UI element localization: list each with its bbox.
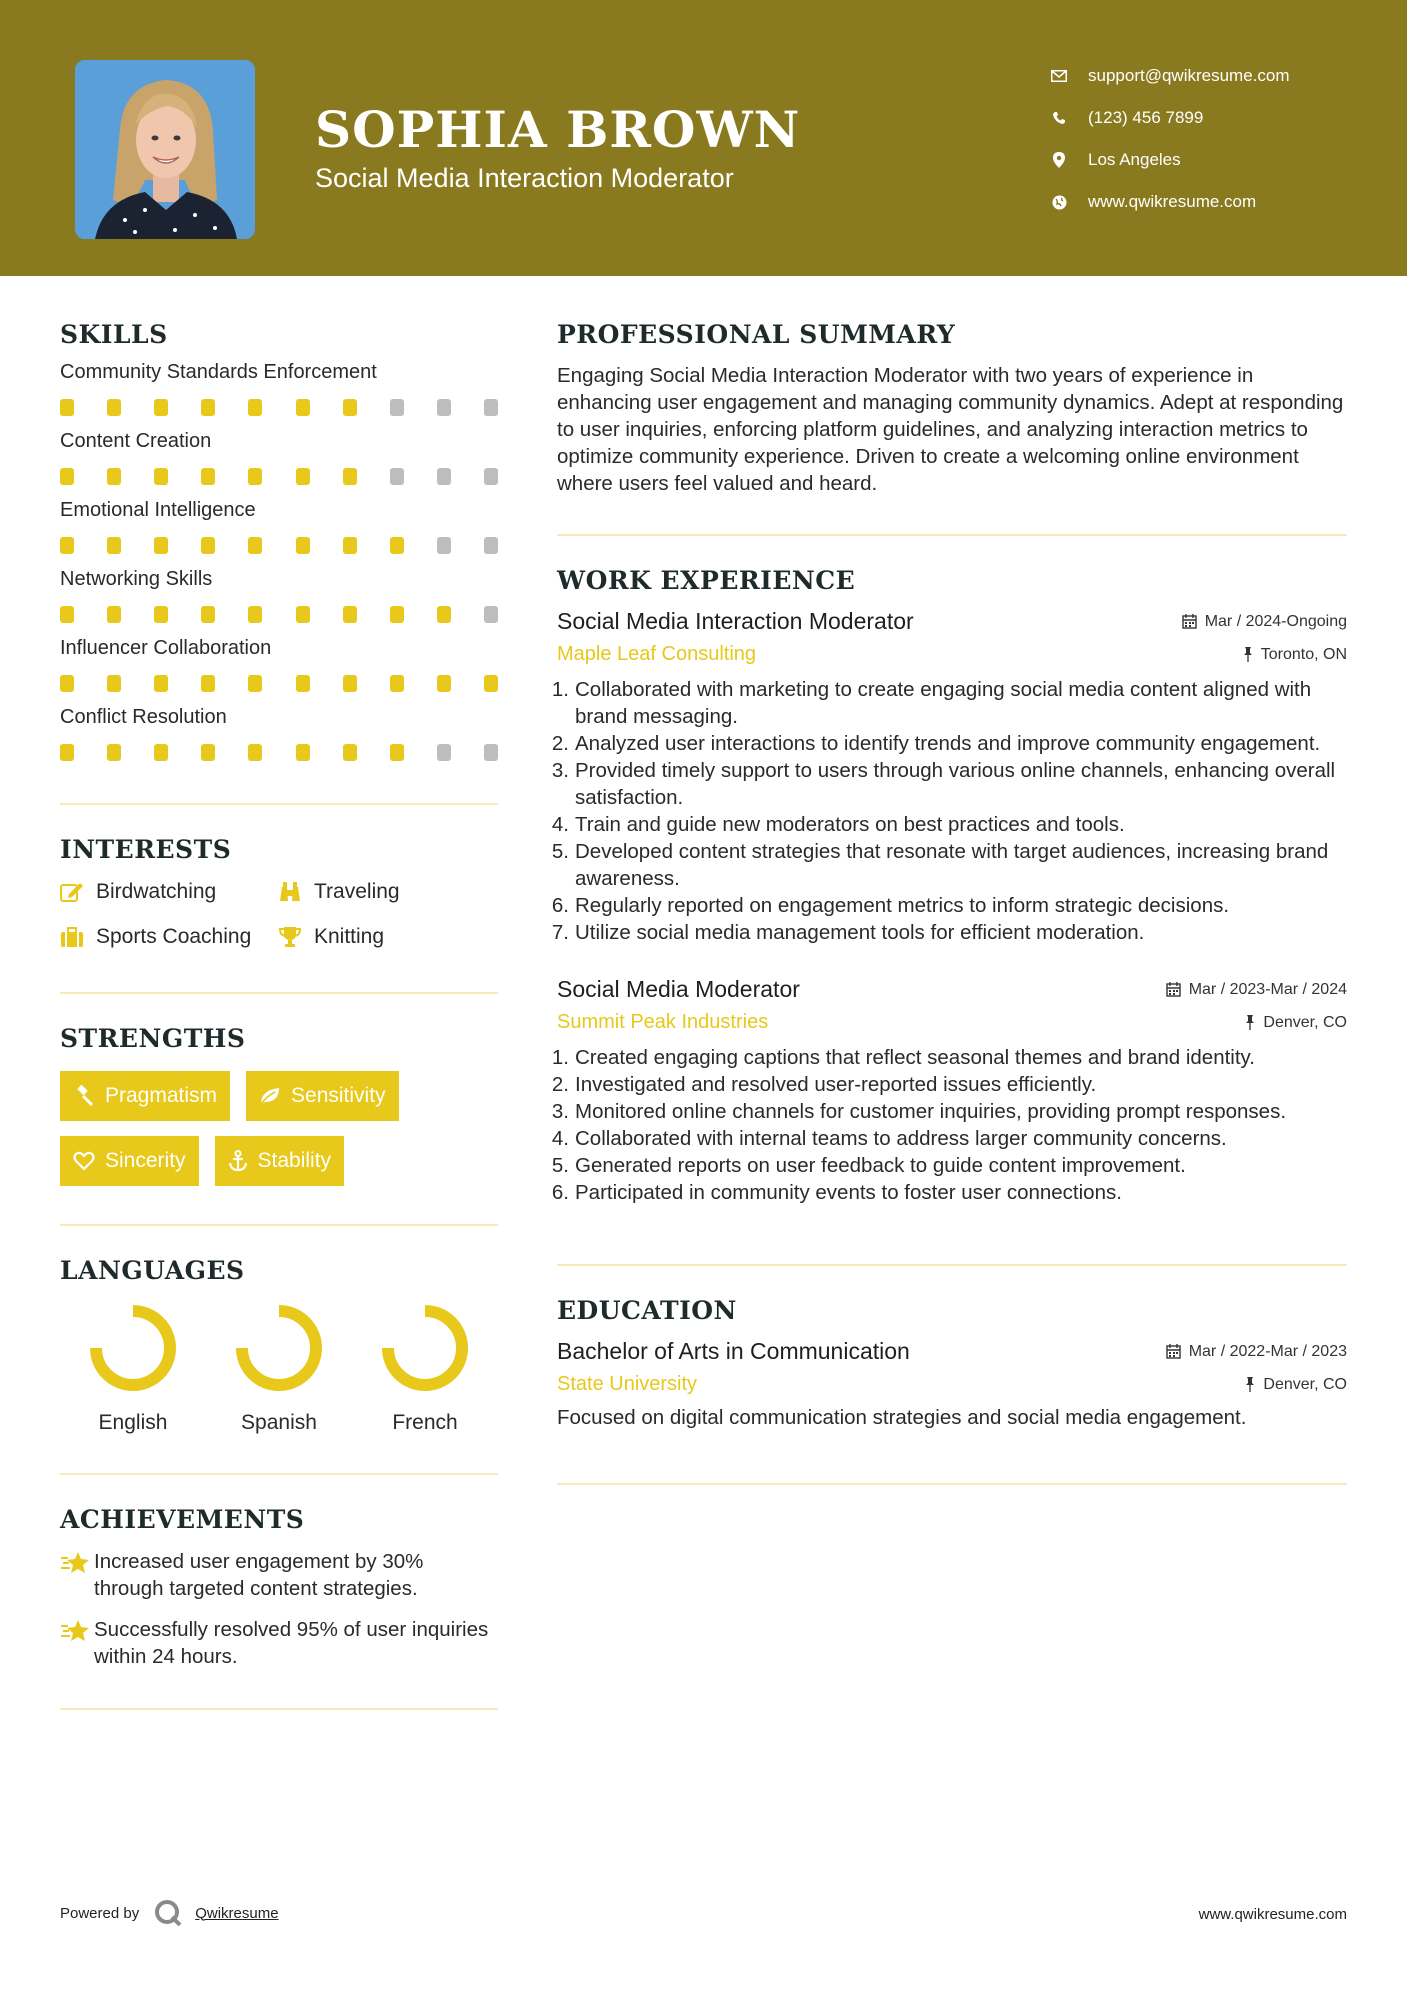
right-column <box>551 320 1347 1485</box>
skill-dot <box>390 399 404 416</box>
skill-dot <box>107 468 121 485</box>
strength-label: Sincerity <box>105 1149 186 1172</box>
skill-item <box>60 430 498 485</box>
job-location <box>1243 646 1347 664</box>
calendar-icon <box>1166 982 1181 997</box>
map-pin-icon <box>1050 151 1068 169</box>
section-divider <box>60 803 498 805</box>
education-location-text: Denver, CO <box>1263 1375 1347 1393</box>
strengths-section <box>60 1024 498 1186</box>
section-divider <box>60 1708 498 1710</box>
education-dates <box>1166 1343 1347 1361</box>
skill-dot <box>107 399 121 416</box>
contact-email-text: support@qwikresume.com <box>1088 66 1290 85</box>
achievement-item <box>60 1548 498 1602</box>
interest-label: Traveling <box>314 879 400 903</box>
job-bullet: 5. Developed content strategies that resonate with target audiences, increasing brand awareness. <box>557 838 1347 892</box>
skill-dot <box>60 537 74 554</box>
interest-label: Birdwatching <box>96 879 217 903</box>
skill-name: Conflict Resolution <box>60 706 227 728</box>
language-gauge <box>234 1303 324 1393</box>
skill-dot <box>390 675 404 692</box>
skill-dot <box>343 537 357 554</box>
job-bullet-text: Regularly reported on engagement metrics to inform strategic decisions. <box>575 894 1230 917</box>
pushpin-icon <box>1245 1015 1255 1030</box>
section-divider <box>557 534 1347 536</box>
skill-dot <box>248 399 262 416</box>
skill-dot <box>484 399 498 416</box>
strength-tag <box>215 1136 345 1186</box>
left-column <box>60 320 498 1710</box>
skill-dot <box>390 537 404 554</box>
star-icon <box>60 1548 94 1602</box>
skill-dot <box>107 744 121 761</box>
section-divider <box>557 1264 1347 1266</box>
skill-rating <box>60 537 498 554</box>
achievement-text: Successfully resolved 95% of user inquiries within 24 hours. <box>94 1618 489 1668</box>
footer-powered-by <box>60 1898 279 1928</box>
job-bullet-text: Analyzed user interactions to identify trends and improve community engagement. <box>575 732 1321 755</box>
interest-item <box>60 923 278 950</box>
section-title: INTERESTS <box>60 835 232 864</box>
summary-section <box>557 320 1347 497</box>
achievements-section <box>60 1505 498 1670</box>
skill-dot <box>60 468 74 485</box>
skill-dot <box>296 606 310 623</box>
skill-item <box>60 637 498 692</box>
skill-dot <box>201 606 215 623</box>
powered-by-label: Powered by <box>60 1904 140 1922</box>
anchor-icon <box>228 1150 248 1172</box>
skill-dot <box>154 468 168 485</box>
skill-dot <box>248 675 262 692</box>
job-bullet: 6. Regularly reported on engagement metrics to inform strategic decisions. <box>551 894 1230 917</box>
education-location <box>1245 1376 1347 1394</box>
skill-dot <box>390 744 404 761</box>
skill-item <box>60 568 498 623</box>
skill-dot <box>296 675 310 692</box>
contact-list <box>1050 55 1290 223</box>
skill-dot <box>107 537 121 554</box>
job-bullet-text: Investigated and resolved user-reported issues efficiently. <box>575 1073 1097 1096</box>
skill-name: Emotional Intelligence <box>60 499 256 521</box>
profile-photo <box>75 60 255 239</box>
language-gauge <box>88 1303 178 1393</box>
job-bullet-text: Participated in community events to foster user connections. <box>575 1181 1122 1204</box>
skill-dot <box>248 744 262 761</box>
skill-dot <box>390 606 404 623</box>
section-title: SKILLS <box>60 320 168 349</box>
education-section <box>557 1296 1347 1431</box>
skill-dot <box>201 468 215 485</box>
skill-rating <box>60 675 498 692</box>
language-gauge-arc <box>96 1311 170 1385</box>
skill-dot <box>201 537 215 554</box>
skill-dot <box>343 744 357 761</box>
skill-item <box>60 499 498 554</box>
job-bullet: 3. Monitored online channels for customer inquiries, providing prompt responses. <box>551 1100 1287 1123</box>
skill-dot <box>343 606 357 623</box>
heart-icon <box>73 1151 95 1171</box>
skill-dot <box>60 399 74 416</box>
job-bullet-text: Created engaging captions that reflect seasonal themes and brand identity. <box>575 1046 1255 1069</box>
job-bullet: 1. Collaborated with marketing to create engaging social media content aligned with brand messaging. <box>557 676 1347 730</box>
skill-dot <box>296 399 310 416</box>
calendar-icon <box>1182 614 1197 629</box>
skill-dot <box>484 468 498 485</box>
candidate-name: SOPHIA BROWN <box>315 100 801 159</box>
job-bullet: 2. Investigated and resolved user-reported issues efficiently. <box>551 1073 1097 1096</box>
language-name: English <box>98 1411 168 1434</box>
footer-url[interactable]: www.qwikresume.com <box>1198 1906 1347 1923</box>
section-title: WORK EXPERIENCE <box>557 566 856 595</box>
languages-list <box>60 1303 498 1435</box>
job-bullet: 5. Generated reports on user feedback to guide content improvement. <box>551 1154 1186 1177</box>
job-location <box>1245 1014 1347 1032</box>
calendar-icon <box>1166 1344 1181 1359</box>
language-name: Spanish <box>241 1411 317 1434</box>
job-bullet: 7. Utilize social media management tools for efficient moderation. <box>551 921 1145 944</box>
education-degree: Bachelor of Arts in Communication <box>557 1338 910 1364</box>
skill-name: Influencer Collaboration <box>60 637 272 659</box>
skill-name: Content Creation <box>60 430 212 452</box>
gavel-icon <box>73 1085 95 1107</box>
skill-dot <box>296 744 310 761</box>
strength-tag <box>60 1071 230 1121</box>
job-company: Summit Peak Industries <box>557 1011 769 1033</box>
pushpin-icon <box>1245 1377 1255 1392</box>
achievement-item <box>60 1616 498 1670</box>
job-company: Maple Leaf Consulting <box>557 643 757 665</box>
interests-list <box>60 878 498 950</box>
language-gauge <box>380 1303 470 1393</box>
section-title: STRENGTHS <box>60 1024 246 1053</box>
job-bullet-text: Developed content strategies that resonate with target audiences, increasing brand awareness. <box>575 840 1329 890</box>
skill-dot <box>60 675 74 692</box>
section-divider <box>60 1473 498 1475</box>
skill-dot <box>343 399 357 416</box>
skill-dot <box>201 744 215 761</box>
job-bullet: 3. Provided timely support to users through various online channels, enhancing overall satisfaction. <box>557 757 1347 811</box>
strengths-list <box>60 1071 498 1186</box>
job-bullet: 6. Participated in community events to foster user connections. <box>551 1181 1122 1204</box>
skill-dot <box>484 744 498 761</box>
job-entry <box>551 976 1347 1206</box>
strength-tag <box>60 1136 199 1186</box>
job-role: Social Media Moderator <box>557 976 800 1002</box>
skill-dot <box>60 606 74 623</box>
skill-dot <box>201 399 215 416</box>
star-icon <box>60 1616 94 1670</box>
language-item <box>60 1303 206 1435</box>
job-entry <box>551 608 1347 946</box>
section-divider <box>60 992 498 994</box>
job-bullets <box>551 1044 1347 1206</box>
job-bullet-text: Utilize social media management tools for efficient moderation. <box>575 921 1145 944</box>
job-bullet-text: Collaborated with internal teams to address larger community concerns. <box>575 1127 1227 1150</box>
skill-dot <box>437 399 451 416</box>
contact-location <box>1050 139 1290 181</box>
skill-name: Networking Skills <box>60 568 213 590</box>
contact-website-text: www.qwikresume.com <box>1088 192 1257 211</box>
candidate-title: Social Media Interaction Moderator <box>315 163 734 193</box>
strength-label: Pragmatism <box>105 1084 218 1107</box>
skill-dot <box>343 675 357 692</box>
contact-phone-text: (123) 456 7899 <box>1088 108 1204 127</box>
job-location-text: Denver, CO <box>1263 1013 1347 1031</box>
achievement-text: Increased user engagement by 30% through targeted content strategies. <box>94 1550 424 1600</box>
interest-item <box>60 878 278 905</box>
language-name: French <box>392 1411 458 1434</box>
interest-label: Knitting <box>314 924 385 948</box>
job-bullet-text: Train and guide new moderators on best practices and tools. <box>575 813 1125 836</box>
binoculars-icon <box>278 880 304 904</box>
pushpin-icon <box>1243 647 1253 662</box>
strength-label: Stability <box>257 1149 332 1172</box>
skill-item <box>60 706 498 761</box>
language-gauge-arc <box>388 1311 462 1385</box>
trophy-icon <box>278 925 304 949</box>
language-gauge-arc <box>242 1311 316 1385</box>
contact-phone[interactable] <box>1050 97 1290 139</box>
section-title: PROFESSIONAL SUMMARY <box>557 320 956 349</box>
summary-text: Engaging Social Media Interaction Moderator with two years of experience in enhancing user engagement and managing community dynamics. Adept at responding to user inquiries, enforcing platform guidelines, and analyzing interaction metrics to optimize community experience. Driven to create a welcoming online environment where users feel valued and heard. <box>557 364 1344 495</box>
section-divider <box>557 1483 1347 1485</box>
skill-dot <box>296 537 310 554</box>
job-role: Social Media Interaction Moderator <box>557 608 914 634</box>
language-item <box>352 1303 498 1435</box>
skill-rating <box>60 468 498 485</box>
resume-header <box>0 0 1407 276</box>
skill-rating <box>60 399 498 416</box>
envelope-icon <box>1050 67 1068 85</box>
qwikresume-link[interactable]: Qwikresume <box>195 1904 279 1922</box>
section-title: LANGUAGES <box>60 1256 245 1285</box>
skill-name: Community Standards Enforcement <box>60 361 377 383</box>
job-dates <box>1166 981 1347 999</box>
interest-label: Sports Coaching <box>96 924 252 948</box>
skills-section <box>60 320 498 761</box>
skill-dot <box>154 744 168 761</box>
language-item <box>206 1303 352 1435</box>
skill-rating <box>60 606 498 623</box>
skill-dot <box>248 537 262 554</box>
job-bullet: 2. Analyzed user interactions to identify trends and improve community engagement. <box>551 732 1321 755</box>
contact-website[interactable] <box>1050 181 1290 223</box>
job-dates <box>1182 613 1347 631</box>
skill-dot <box>60 744 74 761</box>
skill-dot <box>484 675 498 692</box>
section-divider <box>60 1224 498 1226</box>
skill-dot <box>107 606 121 623</box>
skill-dot <box>390 468 404 485</box>
skill-dot <box>248 468 262 485</box>
globe-icon <box>1050 193 1068 211</box>
education-school: State University <box>557 1373 698 1395</box>
contact-location-text: Los Angeles <box>1088 150 1181 169</box>
education-dates-text: Mar / 2022-Mar / 2023 <box>1188 1342 1347 1360</box>
skill-dot <box>154 675 168 692</box>
job-bullet: 1. Created engaging captions that reflect seasonal themes and brand identity. <box>551 1046 1255 1069</box>
skill-dot <box>343 468 357 485</box>
skills-list <box>60 361 498 761</box>
job-dates-text: Mar / 2024-Ongoing <box>1204 612 1347 630</box>
job-bullets <box>551 676 1347 946</box>
job-bullet: 4. Collaborated with internal teams to address larger community concerns. <box>551 1127 1227 1150</box>
skill-dot <box>437 537 451 554</box>
skill-dot <box>296 468 310 485</box>
skill-rating <box>60 744 498 761</box>
strength-label: Sensitivity <box>291 1084 386 1107</box>
skill-dot <box>437 606 451 623</box>
job-bullet-text: Monitored online channels for customer inquiries, providing prompt responses. <box>575 1100 1287 1123</box>
job-bullet-text: Generated reports on user feedback to guide content improvement. <box>575 1154 1186 1177</box>
skill-dot <box>437 468 451 485</box>
interests-section <box>60 835 498 950</box>
job-bullet-text: Provided timely support to users through various online channels, enhancing overall satisfaction. <box>575 759 1336 809</box>
phone-icon <box>1050 109 1068 127</box>
skill-item <box>60 361 498 416</box>
skill-dot <box>484 606 498 623</box>
section-title: ACHIEVEMENTS <box>60 1505 305 1534</box>
skill-dot <box>248 606 262 623</box>
job-location-text: Toronto, ON <box>1260 645 1347 663</box>
leaf-icon <box>259 1086 281 1106</box>
contact-email[interactable] <box>1050 55 1290 97</box>
education-description: Focused on digital communication strategies and social media engagement. <box>557 1406 1247 1429</box>
skill-dot <box>107 675 121 692</box>
education-entry <box>557 1338 1347 1431</box>
languages-section <box>60 1256 498 1435</box>
job-bullet-text: Collaborated with marketing to create engaging social media content aligned with brand messaging. <box>575 678 1312 728</box>
skill-dot <box>437 675 451 692</box>
job-bullet: 4. Train and guide new moderators on best practices and tools. <box>551 813 1125 836</box>
interest-item <box>278 923 498 950</box>
briefcase-icon <box>60 925 86 949</box>
strength-tag <box>246 1071 399 1121</box>
section-title: EDUCATION <box>557 1296 737 1325</box>
job-dates-text: Mar / 2023-Mar / 2024 <box>1188 980 1347 998</box>
skill-dot <box>154 537 168 554</box>
qwikresume-logo-icon <box>153 1898 183 1928</box>
experience-section <box>551 566 1347 1206</box>
pencil-square-icon <box>60 880 86 904</box>
skill-dot <box>201 675 215 692</box>
skill-dot <box>154 606 168 623</box>
skill-dot <box>437 744 451 761</box>
skill-dot <box>154 399 168 416</box>
interest-item <box>278 878 498 905</box>
skill-dot <box>484 537 498 554</box>
